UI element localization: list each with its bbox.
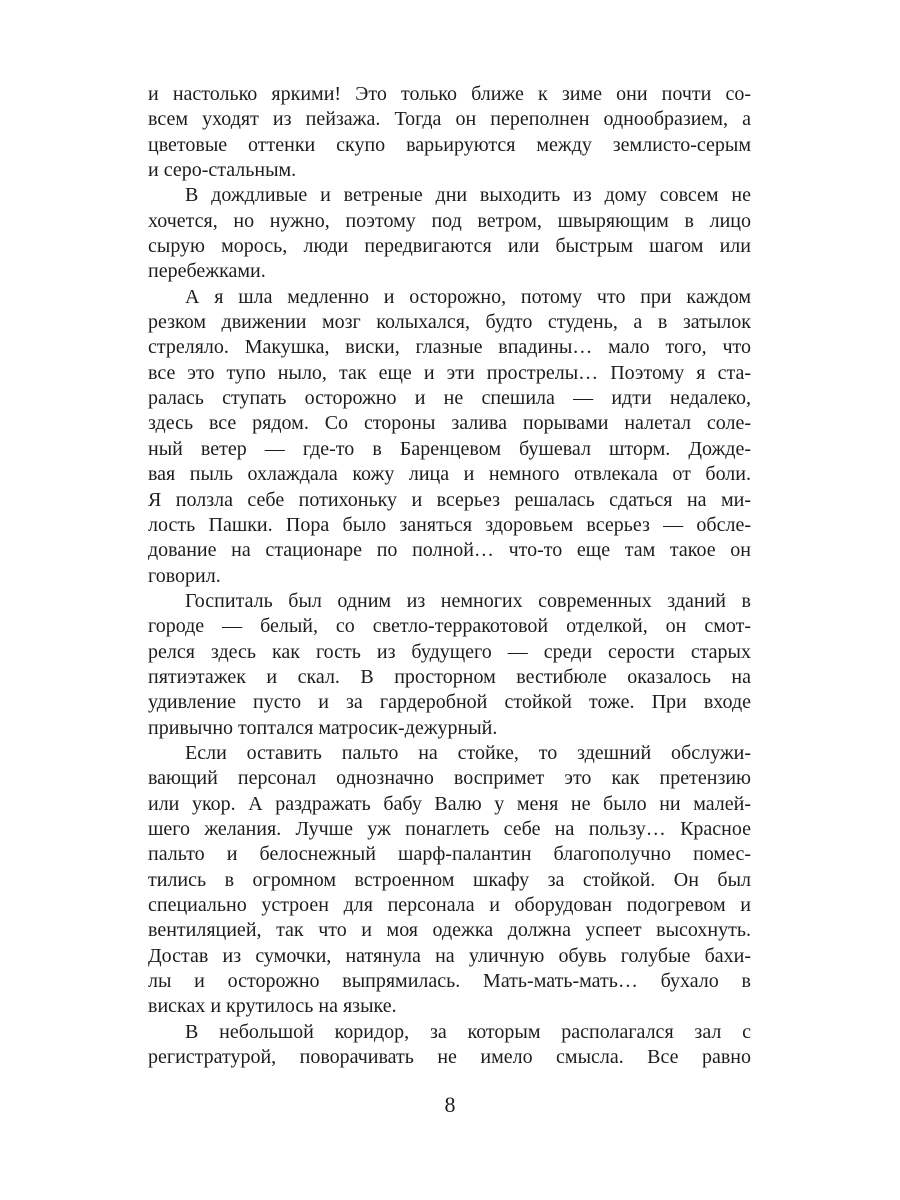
text-line: лость Пашки. Пора было заняться здоровьем всерьез — обсле- [148, 513, 751, 536]
text-line: Я ползла себе потихоньку и всерьез решалась сдаться на ми- [148, 488, 751, 511]
text-line: релся здесь как гость из будущего — среди серости старых [148, 640, 751, 663]
text-line: резком движении мозг колыхался, будто студень, а в затылок [148, 311, 751, 334]
text-line: ный ветер — где-то в Баренцевом бушевал шторм. Дожде- [148, 437, 751, 460]
text-line: все это тупо ныло, так еще и эти прострелы… Поэтому я ста- [148, 361, 751, 384]
text-line: лы и осторожно выпрямилась. Мать-мать-мать… бухало в [148, 970, 751, 993]
text-line: сырую морось, люди передвигаются или быстрым шагом или [148, 235, 751, 258]
paragraph [148, 1020, 751, 1071]
text-line: В дождливые и ветреные дни выходить из дому совсем не [185, 184, 751, 207]
text-line: вентиляцией, так что и моя одежка должна успеет высохнуть. [148, 919, 751, 942]
paragraph [148, 183, 751, 284]
text-line: городе — белый, со светло-терракотовой отделкой, он смот- [148, 615, 751, 638]
text-line: привычно топтался матросик-дежурный. [148, 716, 498, 739]
text-line: хочется, но нужно, поэтому под ветром, швыряющим в лицо [148, 209, 751, 232]
text-line: пятиэтажек и скал. В просторном вестибюле оказалось на [148, 665, 751, 688]
text-line: тились в огромном встроенном шкафу за стойкой. Он был [148, 868, 751, 891]
page-body-text [148, 82, 751, 1070]
text-line: Если оставить пальто на стойке, то здешний обслужи- [185, 741, 751, 764]
text-line: вая пыль охлаждала кожу лица и немного отвлекала от боли. [148, 463, 751, 486]
text-line: дование на стационаре по полной… что-то еще там такое он [148, 539, 751, 562]
paragraph [148, 741, 751, 1020]
text-line: вающий персонал однозначно воспримет это как претензию [148, 767, 751, 790]
text-line: ралась ступать осторожно и не спешила — идти недалеко, [148, 387, 751, 410]
text-line: стреляло. Макушка, виски, глазные впадины… мало того, что [148, 336, 751, 359]
paragraph [148, 82, 751, 183]
text-line: регистратурой, поворачивать не имело смысла. Все равно [148, 1046, 751, 1069]
paragraph [148, 589, 751, 741]
text-line: шего желания. Лучше уж понаглеть себе на пользу… Красное [148, 817, 751, 840]
text-line: пальто и белоснежный шарф-палантин благополучно помес- [148, 843, 751, 866]
text-line: цветовые оттенки скупо варьируются между землисто-серым [148, 133, 751, 156]
paragraph [148, 285, 751, 589]
text-line: висках и крутилось на языке. [148, 995, 397, 1018]
text-line: здесь все рядом. Со стороны залива порывами налетал соле- [148, 412, 751, 435]
text-line: А я шла медленно и осторожно, потому что при каждом [185, 285, 751, 308]
text-line: всем уходят из пейзажа. Тогда он переполнен однообразием, а [148, 108, 751, 131]
text-line: удивление пусто и за гардеробной стойкой тоже. При входе [148, 691, 751, 714]
text-line: говорил. [148, 564, 221, 587]
text-line: Достав из сумочки, натянула на уличную обувь голубые бахи- [148, 944, 751, 967]
text-line: и серо-стальным. [148, 159, 297, 182]
text-line: и настолько яркими! Это только ближе к зиме они почти со- [148, 83, 751, 105]
page-number: 8 [444, 1092, 456, 1117]
text-line: перебежками. [148, 260, 266, 283]
text-line: специально устроен для персонала и оборудован подогревом и [148, 894, 751, 916]
text-line: Госпиталь был одним из немногих современных зданий в [185, 589, 751, 612]
text-line: В небольшой коридор, за которым располагался зал с [185, 1020, 751, 1043]
text-line: или укор. А раздражать бабу Валю у меня не было ни малей- [148, 792, 751, 815]
